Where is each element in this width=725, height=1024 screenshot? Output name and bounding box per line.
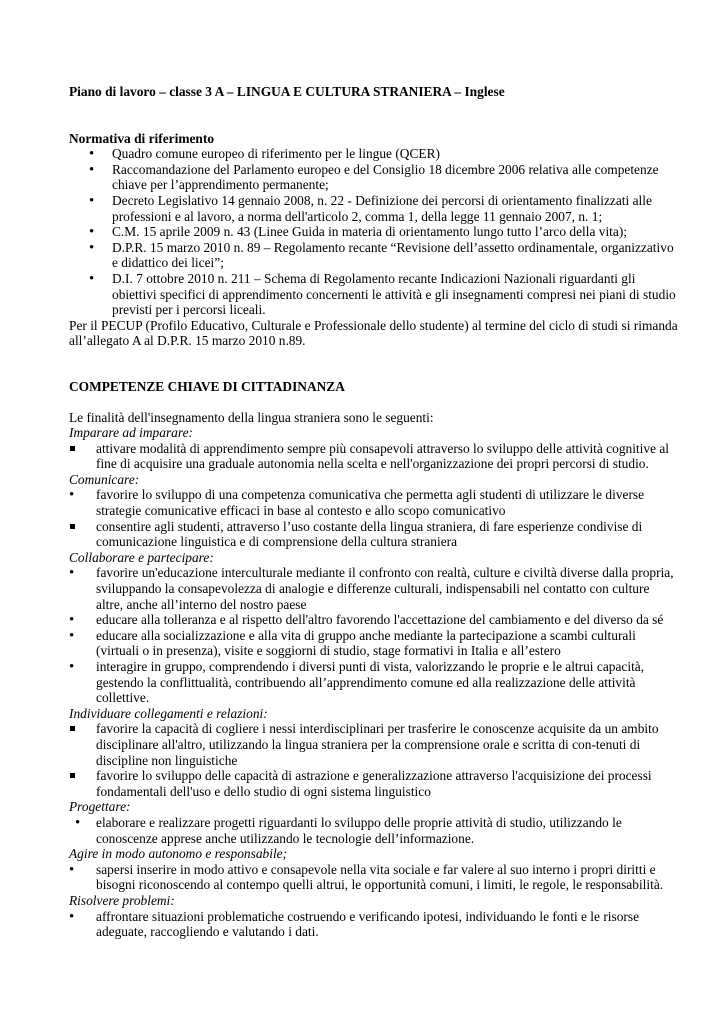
section-item xyxy=(69,612,679,628)
bullet-dot-icon xyxy=(89,193,103,210)
bullet-dot-icon xyxy=(69,612,83,629)
section-item xyxy=(69,487,679,518)
normativa-item xyxy=(69,193,679,224)
section-list xyxy=(69,441,679,472)
section-item-text: educare alla socializzazione e alla vita di gruppo anche mediante la partecipazione a scambi culturali (virtuali o in presenza), visite e soggiorni di studio, stage formativi in Italia e all’estero xyxy=(96,627,636,659)
normativa-item xyxy=(69,224,679,240)
section-item xyxy=(69,815,679,846)
section-label: Collaborare e partecipare: xyxy=(69,549,214,565)
bullet-dot-icon xyxy=(69,487,83,504)
section-item-text: interagire in gruppo, comprendendo i diversi punti di vista, valorizzando le proprie e le altrui capacità, gestendo la conflittualità, contribuendo all’apprendimento comune ed alla realizzazione delle attività collettive. xyxy=(96,659,645,706)
section-list xyxy=(69,721,679,799)
bullet-dot-icon xyxy=(69,565,83,582)
section-label: Comunicare: xyxy=(69,471,140,487)
normativa-list xyxy=(69,146,679,318)
normativa-heading: Normativa di riferimento xyxy=(69,130,215,146)
section-item-text: favorire lo sviluppo di una competenza comunicativa che permetta agli studenti di utilizzare le diverse strategie comunicative efficaci in base al contesto e allo scopo comunicativo xyxy=(96,487,645,519)
normativa-item-text: Quadro comune europeo di riferimento per le lingue (QCER) xyxy=(112,146,440,162)
section-item-text: favorire un'educazione interculturale mediante il confronto con realtà, culture e civiltà diverse dalla propria, sviluppando la consapevolezza di analogie e differenze culturali, indispensabili nel contatto con culture altre, anche all’interno del nostro paese xyxy=(96,565,674,612)
section-label: Individuare collegamenti e relazioni: xyxy=(69,705,268,721)
normativa-item-text: Decreto Legislativo 14 gennaio 2008, n. 22 - Definizione dei percorsi di orientamento finalizzati alle professioni e al lavoro, a norma dell'articolo 2, comma 1, della legge 11 gennaio 2007, n. 1; xyxy=(112,192,652,224)
competenze-intro: Le finalità dell'insegnamento della lingua straniera sono le seguenti: xyxy=(69,409,434,425)
bullet-dot-icon xyxy=(89,146,103,163)
section-item-text: attivare modalità di apprendimento sempre più consapevoli attraverso lo sviluppo delle attività cognitive al fine di acquisire una graduale autonomia nella scelta e nell'organizzazione dei propri percorsi di studio. xyxy=(96,440,670,472)
section-item xyxy=(69,565,679,612)
pecup-paragraph: Per il PECUP (Profilo Educativo, Culturale e Professionale dello studente) al termine del ciclo di studi si rimanda all’allegato A al D.P.R. 15 marzo 2010 n.89. xyxy=(69,317,678,349)
normativa-item xyxy=(69,240,679,271)
competenze-sections xyxy=(69,425,679,940)
normativa-item-text: C.M. 15 aprile 2009 n. 43 (Linee Guida in materia di orientamento lungo tutto l’arco della vita); xyxy=(112,224,628,240)
bullet-square-icon xyxy=(69,441,83,457)
normativa-item xyxy=(69,146,679,162)
normativa-item xyxy=(69,162,679,193)
section-list xyxy=(69,815,679,846)
section-item-text: sapersi inserire in modo attivo e consapevole nella vita sociale e far valere al suo interno i propri diritti e bisogni riconoscendo al contempo quelli altrui, le opportunità comuni, i limiti, le regole, le responsabilità. xyxy=(96,861,664,893)
section-list xyxy=(69,909,679,940)
section-item xyxy=(69,768,679,799)
competenze-heading: COMPETENZE CHIAVE DI CITTADINANZA xyxy=(69,378,345,394)
section-label: Risolvere problemi: xyxy=(69,892,175,908)
section-item xyxy=(69,519,679,550)
document-page xyxy=(69,84,679,940)
section-item xyxy=(69,909,679,940)
document-title: Piano di lavoro – classe 3 A – LINGUA E CULTURA STRANIERA – Inglese xyxy=(69,84,505,99)
bullet-dot-icon xyxy=(75,815,89,832)
section-item xyxy=(69,721,679,768)
section-list xyxy=(69,565,679,705)
section-item-text: consentire agli studenti, attraverso l’uso costante della lingua straniera, di fare esperienze condivise di comunicazione linguistica e di comprensione della cultura straniera xyxy=(96,518,643,550)
section-item-text: favorire la capacità di cogliere i nessi interdisciplinari per trasferire le conoscenze acquisite da un ambito disciplinare all'altro, utilizzando la lingua straniera per la comprensione orale e scritta di con-tenuti di discipline non linguistiche xyxy=(96,721,659,768)
section-item-text: affrontare situazioni problematiche costruendo e verificando ipotesi, individuando le fonti e le risorse adeguate, raccogliendo e valutando i dati. xyxy=(96,908,640,940)
bullet-dot-icon xyxy=(69,909,83,926)
section-label: Progettare: xyxy=(69,799,131,815)
section-item xyxy=(69,628,679,659)
section-item xyxy=(69,659,679,706)
section-label: Imparare ad imparare: xyxy=(69,425,193,441)
section-item xyxy=(69,441,679,472)
bullet-dot-icon xyxy=(89,240,103,257)
bullet-square-icon xyxy=(69,768,83,784)
bullet-dot-icon xyxy=(69,628,83,645)
bullet-square-icon xyxy=(69,519,83,535)
section-item-text: educare alla tolleranza e al rispetto dell'altro favorendo l'accettazione del cambiamento e del diverso da sé xyxy=(96,612,664,628)
section-item-text: favorire lo sviluppo delle capacità di astrazione e generalizzazione attraverso l'acquisizione dei processi fondamentali dell'uso e dello studio di ogni sistema linguistico xyxy=(96,768,652,799)
bullet-dot-icon xyxy=(69,862,83,879)
section-list xyxy=(69,862,679,893)
bullet-dot-icon xyxy=(89,224,103,241)
bullet-dot-icon xyxy=(69,659,83,676)
bullet-square-icon xyxy=(69,721,83,737)
section-item xyxy=(69,862,679,893)
bullet-dot-icon xyxy=(89,162,103,179)
section-label: Agire in modo autonomo e responsabile; xyxy=(69,846,288,862)
section-item-text: elaborare e realizzare progetti riguardanti lo sviluppo delle proprie attività di studio, utilizzando le conoscenze apprese anche utilizzando le tecnologie dell’informazione. xyxy=(96,814,622,846)
normativa-item-text: D.P.R. 15 marzo 2010 n. 89 – Regolamento recante “Revisione dell’assetto ordinamentale, organizzativo e didattico dei licei”; xyxy=(112,239,674,271)
bullet-dot-icon xyxy=(89,271,103,288)
normativa-item xyxy=(69,271,679,318)
normativa-item-text: D.I. 7 ottobre 2010 n. 211 – Schema di Regolamento recante Indicazioni Nazionali riguardanti gli obiettivi specifici di apprendimento concernenti le attività e gli insegnamenti compresi nei piani di studio previsti per i percorsi liceali. xyxy=(112,270,676,318)
normativa-item-text: Raccomandazione del Parlamento europeo e del Consiglio 18 dicembre 2006 relativa alle competenze chiave per l’apprendimento permanente; xyxy=(112,161,659,193)
section-list xyxy=(69,487,679,549)
